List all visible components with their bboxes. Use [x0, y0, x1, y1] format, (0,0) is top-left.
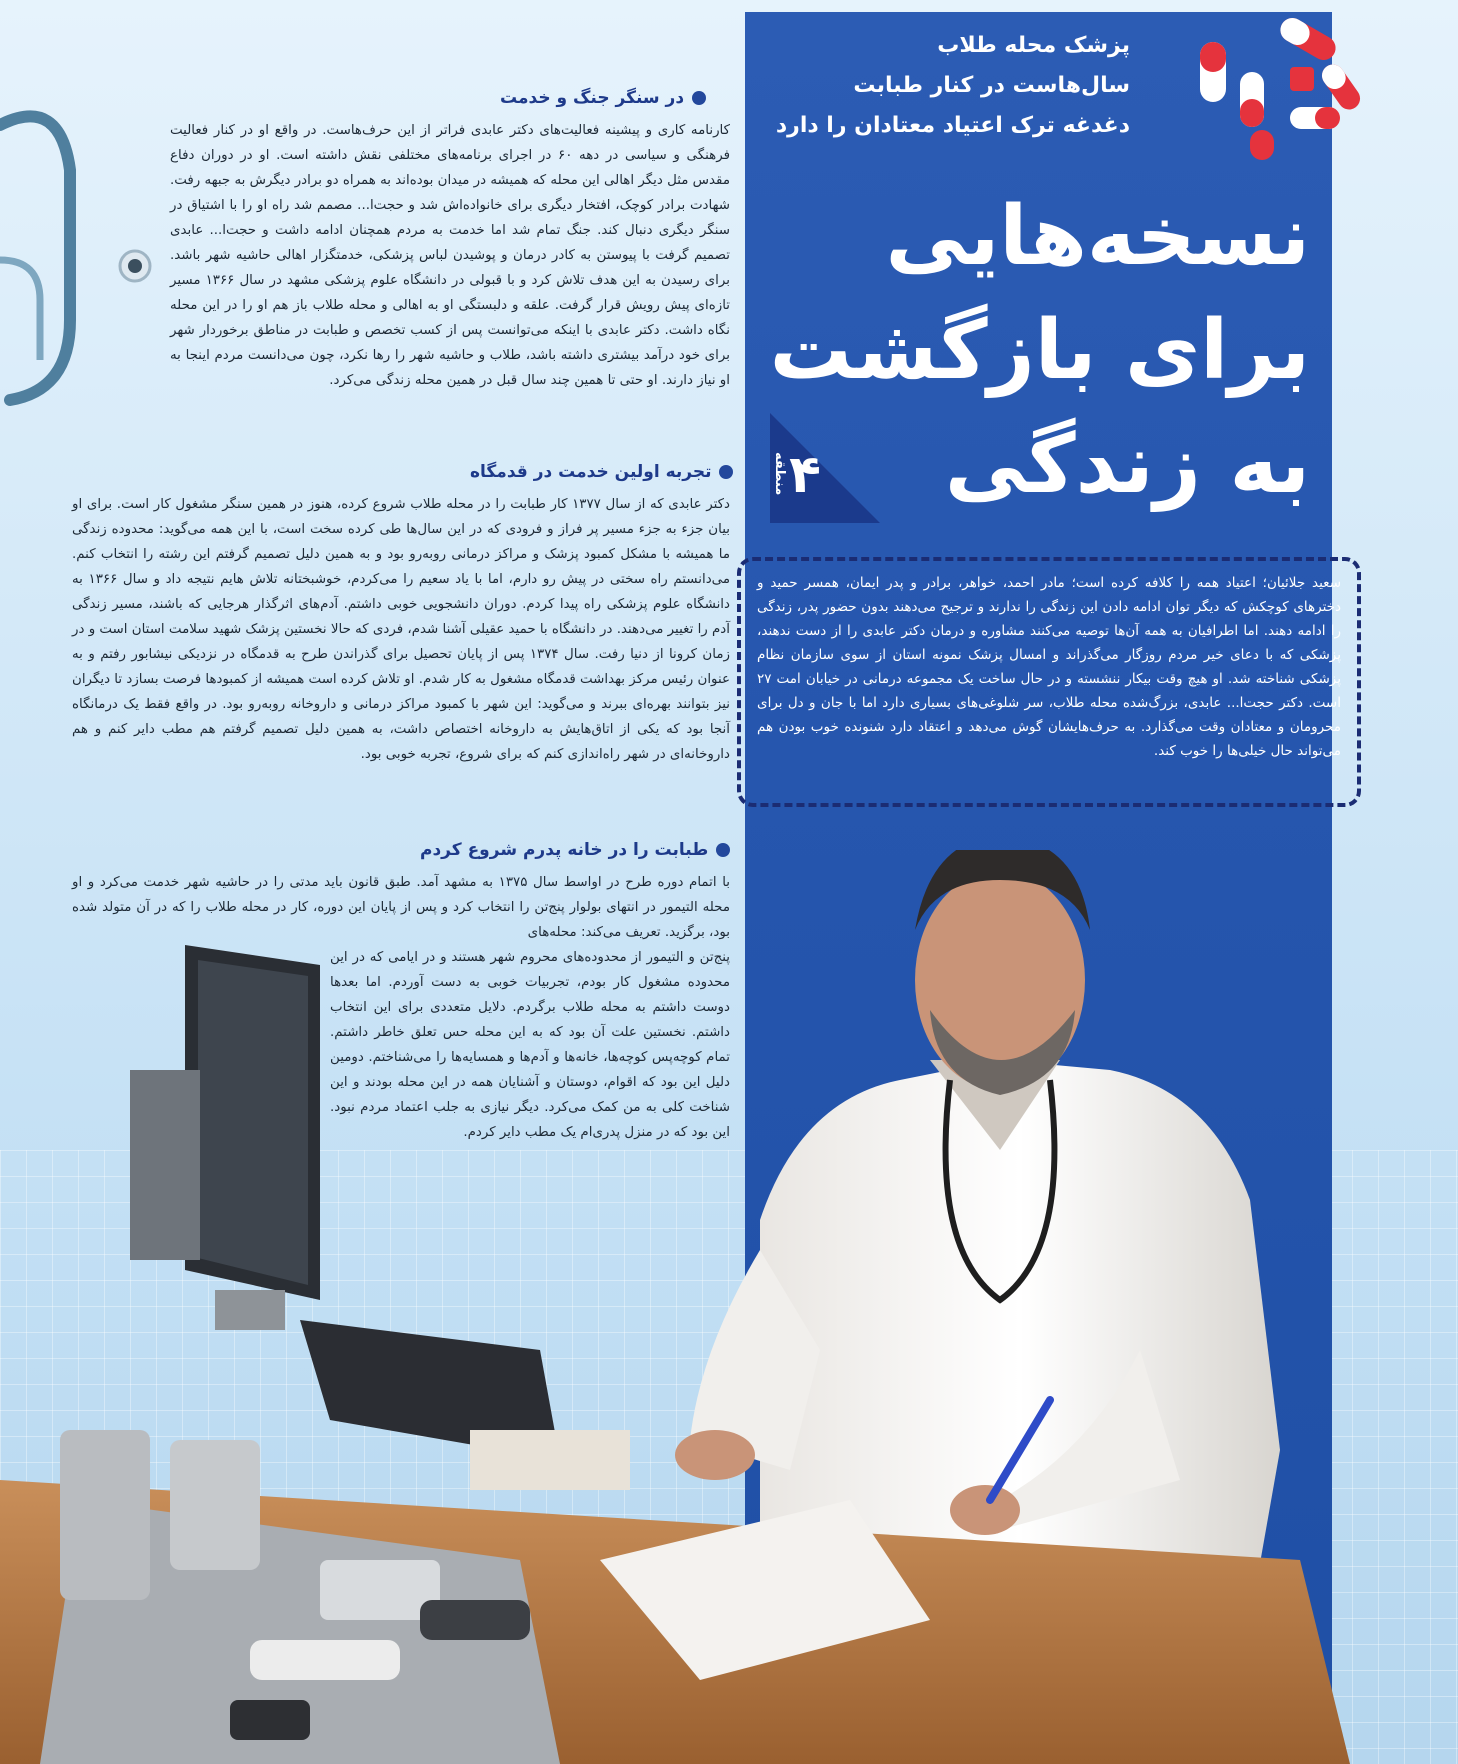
doctor-photo: [0, 850, 1458, 1764]
headline-line-3: به زندگی: [944, 417, 1310, 512]
kicker-line-1: پزشک محله طلاب: [937, 33, 1130, 58]
zone-number: ۴: [789, 445, 821, 505]
intro-box: [737, 557, 1361, 807]
computer-monitor: [130, 945, 320, 1330]
section-1-body: کارنامه کاری و پیشینه فعالیت‌های دکتر عابدی فراتر از این حرف‌هاست. در واقع او در کنار فعالیت فرهنگی و سیاسی در دهه ۶۰ در اجرای برنامه‌های مختلفی نقش داشته است. او در دوران دفاع مقدس مثل دیگر اهالی این محله که همیشه در میدان بوده‌اند به همراه دو برادر دیگرش به جبهه رفت. شهادت برادر کوچک، افتخار دیگری برای خانواده‌اش شد و حجت‌ا... مصمم شد راه او را با اشتیاق در سنگر دیگری دنبال کند. جنگ تمام شد اما خدمت به مردم همچنان ادامه داشت و حجت‌ا... عابدی تصمیم گرفت با پیوستن به کادر درمان و پوشیدن لباس پزشکی، خدمتگزار اهالی حاشیه شهر باشد. برای رسیدن به این هدف تلاش کرد و با قبولی در دانشگاه علوم پزشکی مشهد در سال ۱۳۶۶ مسیر تازه‌ای پیش رویش قرار گرفت. علقه و دلبستگی او به اهالی و محله طلاب باز هم او را در این محله نگاه داشت. دکتر عابدی با اینکه می‌توانست پس از کسب تخصص و طبابت در مناطق برخوردار شهر برای خود درآمد بیشتری داشته باشد، طلاب و حاشیه شهر را رها نکرد، چون می‌دانست مردم اینجا به او نیاز دارند. او حتی تا همین چند سال قبل در همین محله زندگی می‌کرد.: [170, 123, 730, 388]
pills-icon: [1190, 12, 1365, 162]
section-2-body: دکتر عابدی که از سال ۱۳۷۷ کار طبابت را در محله طلاب شروع کرده، هنوز در همین سنگر مشغول کار است. برای او بیان جزء به جزء مسیر پر فراز و فرودی که در این سال‌ها طی کرده سخت است، با این همه می‌گوید: محدوده زندگی ما همیشه با مشکل کمبود پزشک و مراکز درمانی روبه‌رو بود و به همین دلیل تصمیم گرفتم این رشته را انتخاب کنم. می‌دانستم راه سختی در پیش رو دارم، اما با یاد سعیم را می‌کردم، خوشبختانه تلاش هایم نتیجه داد و سال ۱۳۶۶ به دانشگاه علوم پزشکی راه پیدا کردم. دوران دانشجویی خوبی داشتم. آدم‌های اثرگذار هرجایی که باشند، مسیر زندگی آدم را تغییر می‌دهند. در دانشگاه با حمید عقیلی آشنا شدم، فردی که حالا نخستین پزشک شهید سلامت استان است و در زمان کرونا از دنیا رفت. سال ۱۳۷۴ پس از پایان تحصیل برای گذراندن طرح به قدمگاه در نزدیکی نیشابور رفتم و به عنوان رئیس مرکز بهداشت قدمگاه مشغول به کار شدم. او تلاش کرده است همیشه از کمبودها فرصت بسازد تا دیگران نیز بتوانند بهره‌ای ببرند و می‌گوید: این شهر با کمبود مراکز درمانی و داروخانه روبه‌رو بود. در واقع فقط یک درمانگاه آنجا بود که یکی از اتاق‌هایش به داروخانه اختصاص داشت، به همین دلیل تصمیم گرفتم هم مطب دایر کنم و هم داروخانه‌ای در شهر راه‌اندازی کنم که برای شروع، تجربه خوبی بود.: [72, 497, 730, 762]
headline-line-1: نسخه‌هایی: [885, 189, 1310, 284]
section-3-body-wide: با اتمام دوره طرح در اواسط سال ۱۳۷۵ به مشهد آمد. طبق قانون باید مدتی را در حاشیه شهر خدمت می‌کرد و او محله التیمور در انتهای بولوار پنج‌تن را انتخاب کرد و پس از پایان این دوره، کار در محله طلاب را که در آن متولد شده بود، برگزید. تعریف می‌کند: محله‌های: [72, 875, 731, 940]
kicker-line-3: دغدغه ترک اعتیاد معتادان را دارد: [775, 113, 1130, 138]
bullet-icon: [692, 91, 706, 105]
section-2-title-text: تجربه اولین خدمت در قدمگاه: [470, 462, 712, 482]
doctor-figure: [675, 850, 1280, 1620]
section-2-title: [470, 462, 733, 482]
kicker-line-2: سال‌هاست در کنار طبابت: [853, 73, 1130, 98]
section-1-title-text: در سنگر جنگ و خدمت: [500, 88, 685, 108]
section-3-title-text: طبابت را در خانه پدرم شروع کردم: [420, 840, 709, 860]
stethoscope-decoration: [0, 100, 160, 410]
section-3-body-narrow: پنج‌تن و التیمور از محدوده‌های محروم شهر هستند و در ایامی که در این محدوده مشغول کار بودم، تجربیات خوبی به دست آوردم. اما بعدها دوست داشتم به محله طلاب برگردم. دلایل متعددی برای این انتخاب داشتم. نخستین علت آن بود که به این محله حس تعلق خاطر داشتم. تمام کوچه‌پس کوچه‌ها، خانه‌ها و آدم‌ها و همسایه‌ها را می‌شناختم. دومین دلیل این بود که اقوام، دوستان و آشنایان همه در این محله بودند و این شناخت کلی به من کمک می‌کرد. دیگر نیازی به جلب اعتماد مردم نبود. این بود که در منزل پدری‌ام یک مطب دایر کردم.: [330, 950, 730, 1140]
kicker: [760, 26, 1130, 146]
bullet-icon: [719, 465, 733, 479]
headline-line-2: برای بازگشت: [769, 303, 1310, 398]
intro-text: سعید جلائیان؛ اعتیاد همه را کلافه کرده است؛ مادر احمد، خواهر، برادر و پدر ایمان، همسر حمید و دخترهای کوچکش که دیگر توان ادامه دادن این زندگی را ندارند و ترجیح می‌دهند بدون حضور پدر، زندگی را ادامه دهند. اما اطرافیان به همه آن‌ها توصیه می‌کنند مشاوره و درمان دکتر عابدی را از دست ندهند، پزشکی که با دعای خیر مردم روزگار می‌گذراند و امسال پزشک نمونه استان از سوی سازمان نظام پزشکی شناخته شد. او هیچ وقت بیکار ننشسته و در حال ساخت یک مجموعه درمانی در خیابان امت ۲۷ است. دکتر حجت‌ا... عابدی، بزرگ‌شده محله طلاب، سر شلوغی‌های بسیاری دارد اما با جان و دل برای محرومان و معتادان وقت می‌گذارد. به حرف‌هایشان گوش می‌دهد و اعتقاد دارد شنونده خوب بودن هم می‌تواند حال خیلی‌ها را خوب کند.: [757, 575, 1341, 759]
zone-label: منطقه: [772, 452, 787, 496]
section-1-title: [500, 88, 706, 108]
